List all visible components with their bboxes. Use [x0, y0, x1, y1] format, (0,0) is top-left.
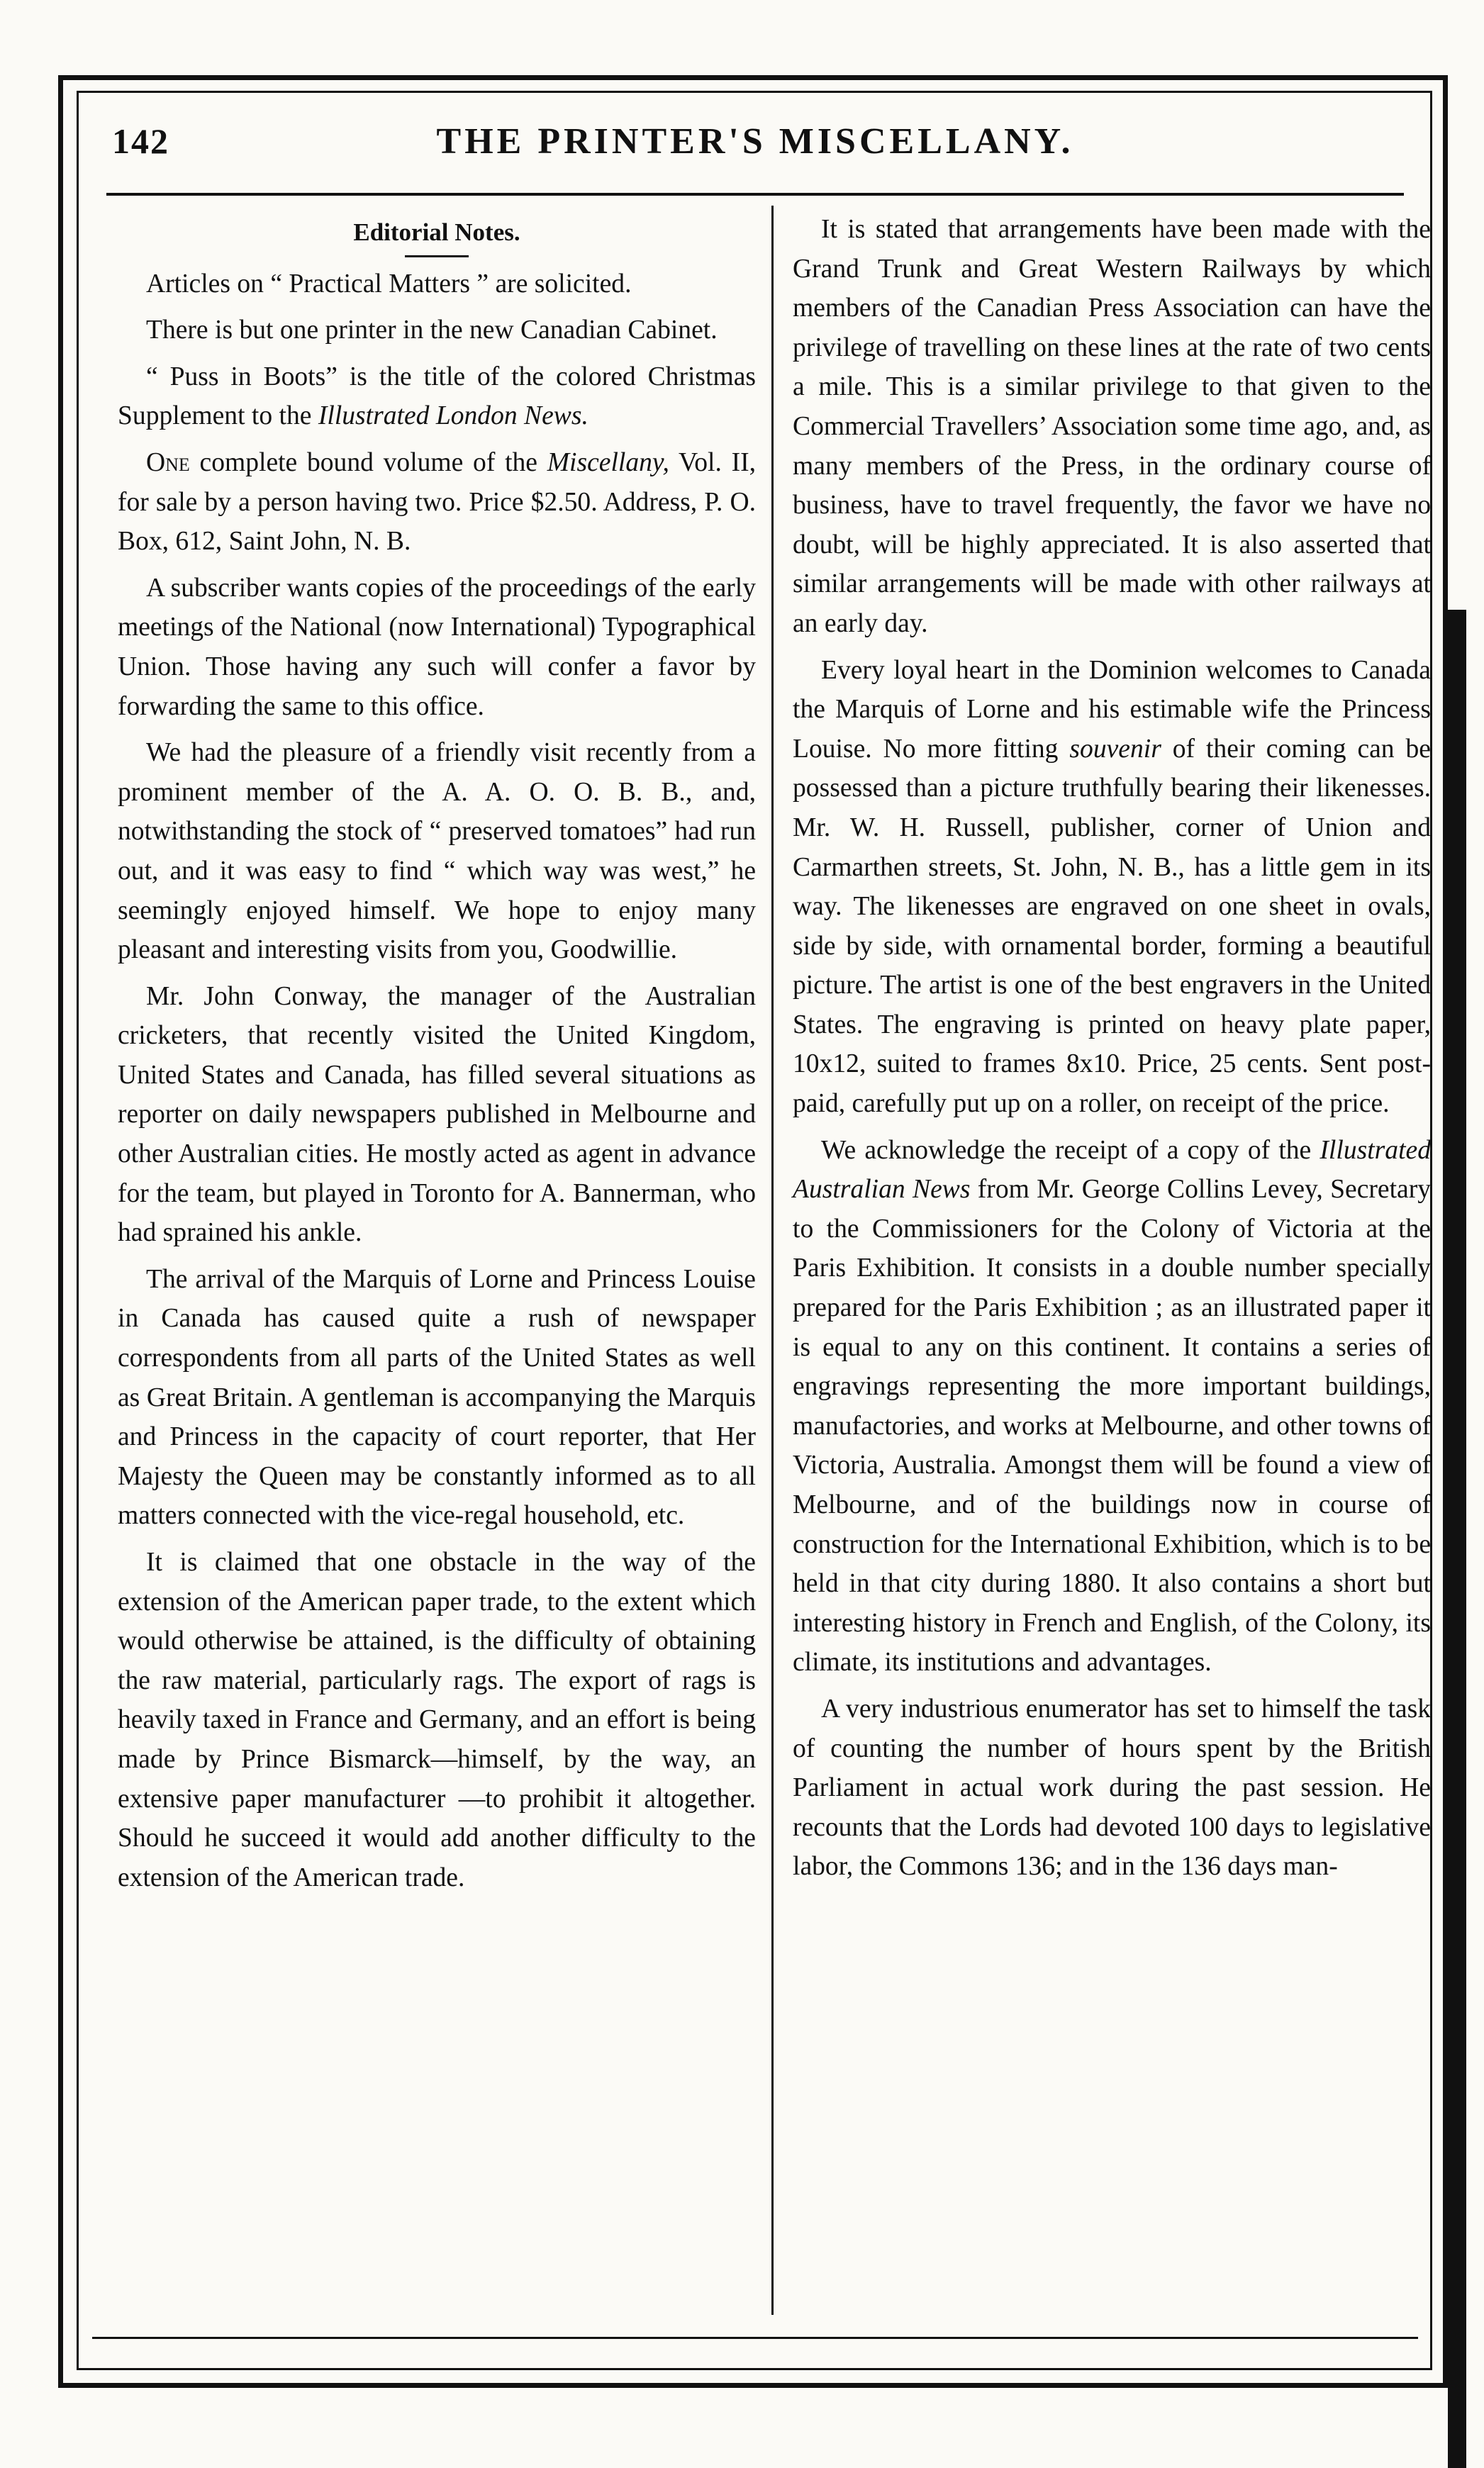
note-subscriber-wants: A subscriber wants copies of the proceedings of the early meetings of the National (now International) Typographical Union. Those having any such will confer a favor by forwarding the same to this office. [118, 573, 756, 721]
note-enumerator: A very industrious enumerator has set to himself the task of counting the number of hours spent by the British Parliament in actual work during the past session. He recounts that the Lords had devoted 100 days to legislative labor, the Commons 136; and in the 136 days man- [793, 1694, 1431, 1882]
note-john-conway: Mr. John Conway, the manager of the Australian cricketers, that recently visited the United Kingdom, United States and Canada, has filled several situations as reporter on daily newspapers published in Melbourne and other Australian cities. He mostly acted as agent in advance for the team, but played in Toronto for A. Bannerman, who had sprained his ankle. [118, 981, 756, 1248]
lead-word: One [146, 447, 190, 477]
page-number: 142 [112, 121, 169, 161]
note-bound-volume [118, 443, 756, 562]
page-header [106, 113, 1404, 177]
heading-rule [405, 255, 469, 257]
note-paper-trade: It is claimed that one obstacle in the way of the extension of the American paper trade, to the extent which would otherwise be attained, is the difficulty of obtaining the raw material, particularly rags. The export of rags is heavily taxed in France and Germany, and an effort is being made by Prince Bismarck—himself, by the way, an extensive paper manufacturer —to prohibit it altogether. Should he succeed it would add another difficulty to the extension of the American trade. [118, 1548, 756, 1892]
italic-word: souvenir [1069, 734, 1161, 764]
note-text: of their coming can be possessed than a picture truthfully bearing their likenesses. Mr. W. H. Russell, publisher, corner of Union and Carmarthen streets, St. John, N. B., has a little gem in its way. The likenesses are engraved on one sheet in ovals, side by side, with ornamental border, forming a beautiful picture. The artist is one of the best engravers in the United States. The engraving is printed on heavy plate paper, 10x12, suited to frames 8x10. Price, 25 cents. Sent post-paid, carefully put up on a roller, on receipt of the price. [793, 734, 1431, 1119]
column-divider [771, 206, 774, 2315]
bottom-rule [92, 2337, 1418, 2339]
section-heading: Editorial Notes. [353, 218, 520, 246]
note-friendly-visit: We had the pleasure of a friendly visit recently from a prominent member of the A. A. O. O. B. B., and, notwithstanding the stock of “ preserved tomatoes” had run out, and it was easy to find “ which way was west,” he seemingly enjoyed himself. We hope to enjoy many pleasant and interesting visits from you, Goodwillie. [118, 738, 756, 965]
note-text: We acknowledge the receipt of a copy of the [821, 1135, 1320, 1165]
publication-title: Illustrated London News. [318, 401, 588, 431]
note-puss-in-boots [118, 357, 756, 436]
note-text: complete bound volume of the [189, 447, 547, 477]
note-australian-news [793, 1131, 1431, 1682]
publication-title: Miscellany, [547, 447, 669, 477]
header-rule [106, 193, 1404, 196]
note-text: “ Puss in Boots” is the title of the colored Christmas Supplement to the [118, 362, 756, 431]
note-practical-matters: Articles on “ Practical Matters ” are solicited. [146, 269, 632, 298]
note-text: from Mr. George Collins Levey, Secretary to the Commissioners for the Colony of Victoria at the Paris Exhibition. It consists in a double number specially prepared for the Paris Exhibition ; as an illustrated paper it is equal to any on this continent. It contains a series of engravings representing the more important buildings, manufactories, and works at Melbourne, and other towns of Victoria, Australia. Amongst them will be found a view of Melbourne, and of the buildings now in course of construction for the International Exhibition, which is to be held in that city during 1880. It also contains a short but interesting history in French and English, of the Colony, its climate, its institutions and advantages. [793, 1175, 1431, 1677]
note-text: Every loyal heart in the Dominion welcomes to Canada the Marquis of Lorne and his estimable wife the Princess Louise. No more fitting [793, 655, 1431, 764]
page-title: THE PRINTER'S MISCELLANY. [436, 121, 1074, 162]
note-marquis-arrival: The arrival of the Marquis of Lorne and Princess Louise in Canada has caused quite a rush of newspaper correspondents from all parts of the United States as well as Great Britain. A gentleman is accompanying the Marquis and Princess in the capacity of court reporter, that Her Majesty the Queen may be constantly informed as to all matters connected with the vice-regal household, etc. [118, 1264, 756, 1531]
publication-title: Illustrated Australian News [793, 1135, 1431, 1205]
binding-edge [1448, 610, 1466, 2468]
note-loyal-heart [793, 651, 1431, 1124]
note-canadian-cabinet: There is but one printer in the new Canadian Cabinet. [146, 316, 718, 345]
right-column [793, 210, 1431, 1894]
left-column [118, 210, 756, 1904]
note-railway-arrangements: It is stated that arrangements have been made with the Grand Trunk and Great Western Railways by which members of the Canadian Press Association can have the privilege of travelling on these lines at the rate of two cents a mile. This is a similar privilege to that given to the Commercial Travellers’ Association some time ago, and, as many members of the Press, in the ordinary course of business, have to travel frequently, the favor we have no doubt, will be highly appreciated. It is also asserted that similar arrangements will be made with other railways at an early day. [793, 215, 1431, 638]
note-text: Vol. II, for sale by a person having two. Price $2.50. Address, P. O. Box, 612, Saint John, N. B. [118, 447, 757, 557]
